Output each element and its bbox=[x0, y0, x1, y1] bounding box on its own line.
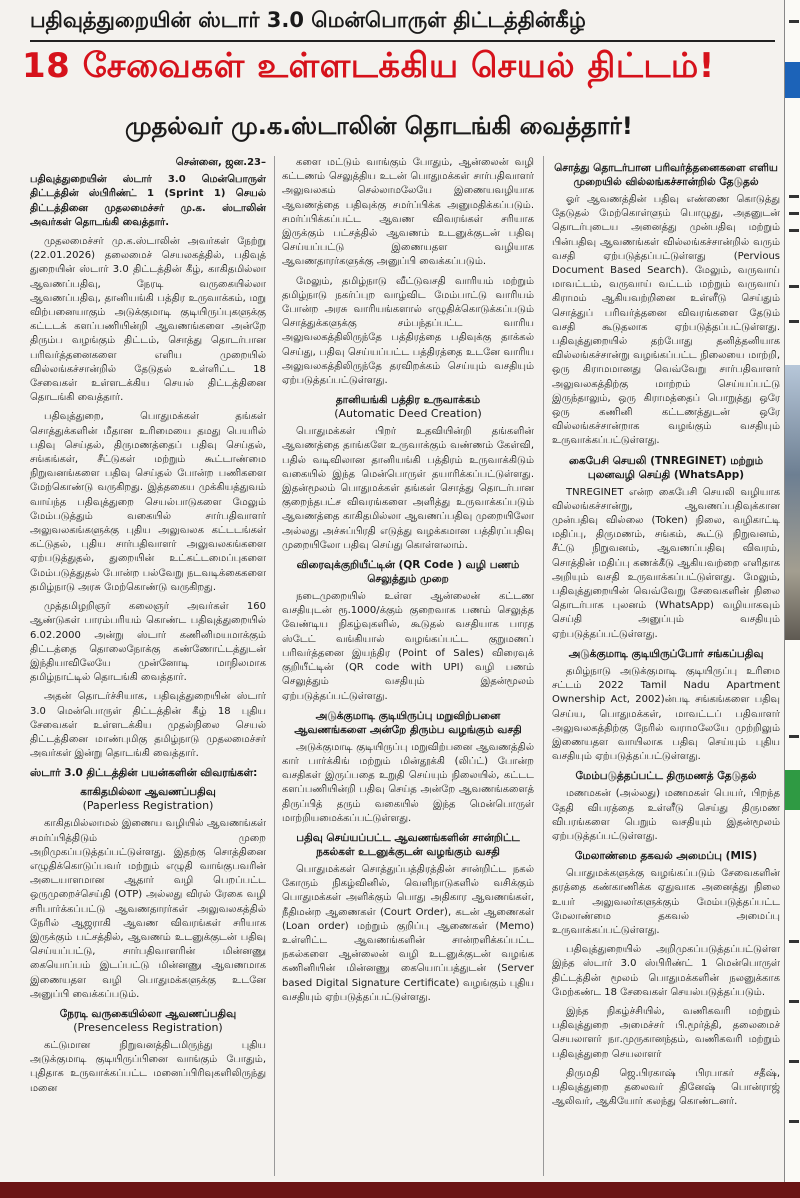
heading-text: தானியங்கி பத்திர உருவாக்கம் bbox=[335, 394, 481, 407]
paragraph: பதிவுத்துறை, பொதுமக்கள் தங்கள் சொத்துக்களின் மீதான உரிமையை தமது பெயரில் பதிவு செய்தல், திருமணத்தைப் பதிவு செய்தல், சங்கங்கள், சீட்டுகள் மற்றும் கூட்டாண்மை நிறுவனங்களை பதிவு செய்தல் போன்ற பணிகளை மேற்கொண்டு வருகிறது. இத்தகைய முக்கியத்துவம் வாய்ந்த பதிவுத்துறை செயல்பாடுகளை மேலும் மேம்படுத்தும் வகையில் சார்பதிவாளர் அலுவலகங்களுக்கு புதிய அலுவலக கட்டடங்கள் கட்டுதல், புதிய சார்பதிவாளர் அலுவலகங்களை ஏற்படுத்துதல், துறையின் உட்கட்டமைப்புகளை மேம்படுத்துதல் போன்ற பல்வேறு நடவடிக்கைகளை தமிழ்நாடு அரசு மேற்கொண்டு வருகிறது. bbox=[30, 411, 266, 593]
paragraph: அதன் தொடர்ச்சியாக, பதிவுத்துறையின் ஸ்டார் 3.0 மென்பொருள் திட்டத்தின் கீழ் 18 புதிய சேவைகள் உள்ளடக்கிய முதல்நிலை செயல் திட்டத்தினை மாண்புமிகு தமிழ்நாடு முதலமைச்சர் அவர்கள் இன்று தொடங்கி வைத்தார். bbox=[30, 691, 266, 760]
paragraph: தமிழ்நாடு அடுக்குமாடி குடியிருப்பு உரிமை சட்டம் 2022 Tamil Nadu Apartment Ownership Act, 2002)ன்படி சங்கங்களை பதிவு செய்ய, பொதுமக்கள், மாவட்டப் பதிவாளர் அலுவலகத்திற்கு நேரில் வராமலேயே முற்றிலும் இணையதள வாயிலாக பதிவு செய்யும் புதிய வசதியும் ஏற்படுத்தப்பட்டுள்ளது. bbox=[552, 665, 780, 763]
text-fragment bbox=[789, 20, 799, 23]
heading-english: (Presenceless Registration) bbox=[73, 1020, 223, 1034]
text-fragment bbox=[789, 229, 799, 232]
section-heading: கைபேசி செயலி (TNREGINET) மற்றும் புலனவழி செய்தி (WhatsApp) bbox=[568, 454, 764, 481]
dateline: சென்னை, ஜன.23– bbox=[175, 157, 266, 168]
column-divider bbox=[274, 156, 275, 1176]
blue-banner-fragment bbox=[785, 62, 800, 98]
text-fragment bbox=[789, 1120, 799, 1123]
text-fragment bbox=[789, 285, 799, 288]
subheadline: முதல்வர் மு.க.ஸ்டாலின் தொடங்கி வைத்தார்! bbox=[125, 112, 633, 140]
heading-text: நேரடி வருகையில்லா ஆவணப்பதிவு bbox=[59, 1007, 237, 1020]
kicker: பதிவுத்துறையின் ஸ்டார் 3.0 மென்பொருள் திட்டத்தின்கீழ் bbox=[30, 8, 775, 42]
paragraph: முதலமைச்சர் மு.க.ஸ்டாலின் அவர்கள் நேற்று (22.01.2026) தலைமைச் செயலகத்தில், பதிவுத் துறையின் ஸ்டார் 3.0 திட்டத்தின் கீழ், காகிதமில்லா ஆவணப்பதிவு, நேரடி வருகையில்லா ஆவணப்பதிவு, தானியங்கி பத்திர உருவாக்கம், மறு விற்பனையாகும் அடுக்குமாடி குடியிருப்புகளுக்கு கட்டடக் களப்பணியின்றி ஆவணங்களை அன்றே திரும்ப வழங்கும் திட்டம், சொத்து தொடர்பான பரிவர்த்தனைகளை எளிய முறையில் வில்லங்கச்சான்றில் தேடுதல் உள்ளிட்ட 18 சேவைகள் உள்ளடக்கிய செயல் திட்டத்தினை தொடங்கி வைத்தார். bbox=[30, 236, 266, 404]
green-banner-fragment bbox=[785, 770, 800, 810]
article-column-1 bbox=[30, 156, 266, 1176]
section-heading: ஸ்டார் 3.0 திட்டத்தின் பயன்களின் விவரங்கள்: bbox=[30, 767, 258, 780]
section-heading: விரைவுக்குறியீட்டின் (QR Code ) வழி பணம் செலுத்தும் முறை bbox=[296, 559, 520, 586]
heading-text: காகிதமில்லா ஆவணப்பதிவு bbox=[80, 786, 216, 799]
section-heading bbox=[282, 393, 534, 421]
paragraph: அடுக்குமாடி குடியிருப்பு மறுவிற்பனை ஆவணத்தில் கார் பார்க்கிங் மற்றும் மின்தூக்கி (லிப்ட்) போன்ற வசதிகள் இருப்பதை உறுதி செய்யும் நிலையில், கட்டட களப்பணியின்றி பதிவு செய்த அன்றே ஆவணங்களைத் திருப்பித் தரும் வகையில் இந்த மென்பொருள் மாற்றியமைக்கப்பட்டுள்ளது. bbox=[282, 741, 534, 824]
section-heading: மேலாண்மை தகவல் அமைப்பு (MIS) bbox=[574, 850, 758, 863]
headline: 18 சேவைகள் உள்ளடக்கிய செயல் திட்டம்! bbox=[22, 46, 715, 86]
section-heading bbox=[30, 1007, 266, 1035]
article-column-2 bbox=[282, 156, 534, 1176]
paragraph: ஓர் ஆவணத்தின் பதிவு எண்ணை கொடுத்து தேடுதல் மேற்கொள்ளும் பொழுது, அதனுடன் தொடர்புடைய அனைத்து முன்பதிவு மற்றும் பின்பதிவு ஆவணங்கள் வில்லங்கச்சான்றில் வரும் வசதி ஏற்படுத்தப்பட்டுள்ளது (Pervious Document Based Search). மேலும், வருவாய் மாவட்டம், வருவாய் வட்டம் மற்றும் வருவாய் கிராமம் ஆகியவற்றினை உள்ளீடு செய்தும் சொத்துப் பரிவர்த்தனை விவரங்களை தேடும் வசதி கூடுதலாக ஏற்படுத்தப்பட்டுள்ளது. பதிவுத்துறையில் தற்போது தனித்தனியாக வில்லங்கச்சான்று வழங்கப்பட்ட நிலையை மாற்றி, ஒரு கிராமமானது வெவ்வேறு சார்பதிவாளர் அலுவலகத்திற்கு மாற்றம் செய்யப்பட்டு இருந்தாலும், ஒரு கிராமத்தைப் பொறுத்து ஒரே ஒரு கணினி கட்டணத்துடன் ஒரே வில்லங்கச்சான்றாக வழங்கும் வசதியும் உருவாக்கப்பட்டுள்ளது. bbox=[552, 194, 780, 447]
section-heading bbox=[30, 785, 266, 813]
paragraph: மணமகன் (அல்லது) மணமகள் பெயர், பிறந்த தேதி விபரத்தை உள்ளீடு செய்து திருமண விபரங்களை பெறும் வசதியும் இதன்மூலம் ஏற்படுத்தப்பட்டுள்ளது. bbox=[552, 788, 780, 842]
text-fragment bbox=[789, 940, 799, 943]
text-fragment bbox=[789, 195, 799, 198]
paragraph: இந்த நிகழ்ச்சியில், வணிகவரி மற்றும் பதிவுத்துறை அமைச்சர் பி.மூர்த்தி, தலைமைச் செயலாளர் நா.முருகானந்தம், வணிகவரி மற்றும் பதிவுத்துறை செயலாளர் bbox=[552, 1005, 780, 1060]
paragraph: களை மட்டும் வாங்கும் போதும், ஆன்லைன் வழி கட்டணம் செலுத்திய உடன் பொதுமக்கள் சார்பதிவாளர் அலுவலகம் செல்லாமலேயே இணையவழியாக ஆவணத்தை பதிவுக்கு சமர்ப்பிக்க அனுமதிக்கப்படும். சமர்ப்பிக்கப்பட்ட ஆவண விவரங்கள் சரியாக இருக்கும் பட்சத்தில் ஆவணம் உடனுக்குடன் பதிவு செய்யப்பட்டு இணையதள வழியாக ஆவணதாரர்களுக்கு அனுப்பி வைக்கப்படும். bbox=[282, 157, 534, 268]
section-heading: சொத்து தொடர்பான பரிவர்த்தனைகளை எளிய முறையில் வில்லங்கச்சான்றில் தேடுதல் bbox=[554, 162, 778, 188]
paragraph: திருமதி ஜெ.பிரகாஷ் பிரபாகர் சதீஷ், பதிவுத்துறை தலைவர் தினேஷ் பொன்ராஜ் ஆலிவர், ஆகியோர் கலந்து கொண்டனர். bbox=[552, 1067, 780, 1108]
paragraph: TNREGINET என்ற கைபேசி செயலி வழியாக வில்லங்கச்சான்று, ஆவணப்பதிவுக்கான முன்பதிவு வில்லை (Token) நிலை, வழிகாட்டி மதிப்பு, திருமணம், சங்கம், கூட்டு நிறுவனம், சீட்டு நிறுவனம், ஆவணப்பதிவு விவரம், சொத்தின் மதிப்பு கணக்கீடு ஆகியவற்றை எளிதாக அறியும் வசதி உருவாக்கப்பட்டுள்ளது. மேலும், பதிவுத்துறையின் வெவ்வேறு சேவைகளின் நிலை தொடர்பாக புலனம் (WhatsApp) வழியாகவும் செய்தி அனுப்பும் வசதியும் ஏற்படுத்தப்பட்டுள்ளது. bbox=[552, 486, 780, 640]
paragraph: நடைமுறையில் உள்ள ஆன்லைன் கட்டண வசதியுடன் ரூ.1000/க்கும் குறைவாக பணம் செலுத்த வேண்டிய நிகழ்வுகளில், கூடுதல் வசதியாக பாரத ஸ்டேட் வங்கியால் வழங்கப்பட்ட குறுமணப் பரிவர்த்தனை இயந்திர (Point of Sales) விரைவுக் குறியீட்டின் (QR code with UPI) வழி பணம் செலுத்தும் வசதியும் இதன்மூலம் ஏற்படுத்தப்பட்டுள்ளது. bbox=[282, 591, 534, 702]
text-fragment bbox=[789, 320, 799, 323]
section-heading: மேம்படுத்தப்பட்ட திருமணத் தேடுதல் bbox=[575, 770, 757, 783]
article-column-3 bbox=[552, 156, 780, 1176]
text-fragment bbox=[789, 735, 799, 738]
section-heading: அடுக்குமாடி குடியிருப்பு மறுவிற்பனை ஆவணங்களை அன்றே திரும்ப வழங்கும் வசதி bbox=[294, 709, 522, 736]
adjacent-article-strip bbox=[784, 0, 800, 1198]
paragraph: மேலும், தமிழ்நாடு வீட்டுவசதி வாரியம் மற்றும் தமிழ்நாடு நகர்ப்புற வாழ்விட மேம்பாட்டு வாரியம் போன்ற அரசு வாரியங்களால் எழுதிக்கொடுக்கப்படும் சொத்துக்களுக்கு சம்பந்தப்பட்ட வாரிய அலுவலகத்திலிருந்தே பத்திரத்தை பதிவுக்கு தாக்கல் செய்து, பதிவு செய்யப்பட்ட பத்திரத்தை உடனே வாரிய அலுவலகத்திலிருந்தே தரவிறக்கம் செய்யும் வசதியும் ஏற்படுத்தப்பட்டுள்ளது. bbox=[282, 275, 534, 387]
heading-english: (Paperless Registration) bbox=[82, 799, 214, 813]
paragraph: முத்தமிழறிஞர் கலைஞர் அவர்கள் 160 ஆண்டுகள் பாரம்பரியம் கொண்ட பதிவுத்துறையில் 6.02.2000 அன்று ஸ்டார் கணினிமயமாக்கும் திட்டத்தை தொலைநோக்கு கண்ணோட்டத்துடன் இந்தியாவிலேயே முன்னோடி மாநிலமாக தமிழ்நாட்டில் தொடங்கி வைத்தார். bbox=[30, 601, 266, 684]
paragraph: பொதுமக்கள் பிறர் உதவியின்றி தங்களின் ஆவணத்தை தாங்களே உருவாக்கும் வண்ணம் கேள்வி, பதில் வடிவிலான தானியங்கி பத்திரம் உருவாக்கிடும் வகையில் இந்த மென்பொருள் தயாரிக்கப்பட்டுள்ளது. இதன்மூலம் பொதுமக்கள் தங்கள் சொத்து தொடர்பான குறைந்தபட்ச விவரங்களை அளித்து உருவாக்கப்படும் ஆவணத்தை காகிதமில்லா ஆவணப்பதிவு முறையிலோ அல்லது அச்சுப்பிரதி எடுத்து வழக்கமான பத்திரப்பதிவு முறையிலோ பதிவு செய்து கொள்ளலாம். bbox=[282, 426, 534, 551]
paragraph: பொதுமக்களுக்கு வழங்கப்படும் சேவைகளின் தரத்தை கண்காணிக்க ஏதுவாக அனைத்து நிலை உயர் அலுவலர்களுக்கும் மேம்படுத்தப்பட்ட மேலாண்மை தகவல் அமைப்பு உருவாக்கப்பட்டுள்ளது. bbox=[552, 868, 780, 936]
paragraph: பொதுமக்கள் சொத்துப்பத்திரத்தின் சான்றிட்ட நகல் கோரும் நிகழ்வினில், வெளிநாடுகளில் வசிக்கும் பொதுமக்கள் அளிக்கும் பொது அதிகார ஆவணங்கள், நீதிமன்ற ஆணைகள் (Court Order), கடன் ஆணைகள் (Loan order) மற்றும் குறிப்பு ஆணைகள் (Memo) உள்ளிட்ட ஆவணங்களின் சான்றளிக்கப்பட்ட நகல்களை ஆன்லைன் வழி உடனுக்குடன் வழங்க கணினியின் மின்னணு கையொப்பத்துடன் (Server based Digital Signature Certificate) வழங்கும் புதிய வசதியும் ஏற்படுத்தப்பட்டுள்ளது. bbox=[282, 863, 534, 1003]
photo-fragment bbox=[785, 365, 800, 640]
paragraph: காகிதமில்லாமல் இணைய வழியில் ஆவணங்கள் சமர்ப்பித்திடும் முறை அறிமுகப்படுத்தப்பட்டுள்ளது. இதற்கு சொத்தினை எழுதிக்கொடுப்பவர் மற்றும் எழுதி வாங்குபவரின் அடையாளமான ஆதார் வழி பெறப்பட்ட ஒருமுறைச்செய்தி (OTP) அல்லது விரல் ரேகை வழி சரிபார்க்கப்பட்டு ஆவணதாரர்கள் அலுவலகத்தில் நேரில் ஆஜராகி ஆவண விவரங்கள் சரியாக இருக்கும் பட்சத்தில், ஆவணம் உடனுக்குடன் பதிவு செய்யப்பட்டு, சார்பதிவாளரின் மின்னணு கையொப்பம் இடப்பட்டு மின்னணு ஆவணமாக இணையதள வழி பொதுமக்களுக்கு உடனே அனுப்பி வைக்கப்படும். bbox=[30, 818, 266, 1000]
heading-english: (Automatic Deed Creation) bbox=[334, 407, 482, 421]
text-fragment bbox=[789, 1000, 799, 1003]
section-heading: பதிவு செய்யப்பட்ட ஆவணங்களின் சான்றிட்ட நகல்கள் உடனுக்குடன் வழங்கும் வசதி bbox=[296, 831, 520, 858]
paragraph: பதிவுத்துறையில் அறிமுகப்படுத்தப்பட்டுள்ள இந்த ஸ்டார் 3.0 ஸ்பிரிண்ட் 1 மென்பொருள் திட்டத்தின் மூலம் பொதுமக்களின் நலனுக்காக மேற்கண்ட 18 சேவைகள் செயல்படுத்தப்படும். bbox=[552, 944, 780, 998]
section-heading: அடுக்குமாடி குடியிருப்போர் சங்கப்பதிவு bbox=[568, 647, 764, 660]
paragraph: கட்டுமான நிறுவனத்திடமிருந்து புதிய அடுக்குமாடி குடியிருப்பினை வாங்கும் போதும், புதிதாக உருவாக்கப்பட்ட மனைப்பிரிவுகளிலிருந்து மனை bbox=[30, 1039, 266, 1094]
text-fragment bbox=[789, 212, 799, 215]
lead-paragraph: பதிவுத்துறையின் ஸ்டார் 3.0 மென்பொருள் திட்டத்தின் ஸ்பிரிண்ட் 1 (Sprint 1) செயல் திட்டத்தினை முதலமைச்சர் மு.க. ஸ்டாலின் அவர்கள் தொடங்கி வைத்தார். bbox=[30, 174, 266, 228]
bottom-bar bbox=[0, 1182, 800, 1198]
text-fragment bbox=[789, 1060, 799, 1063]
column-divider bbox=[543, 156, 544, 1176]
